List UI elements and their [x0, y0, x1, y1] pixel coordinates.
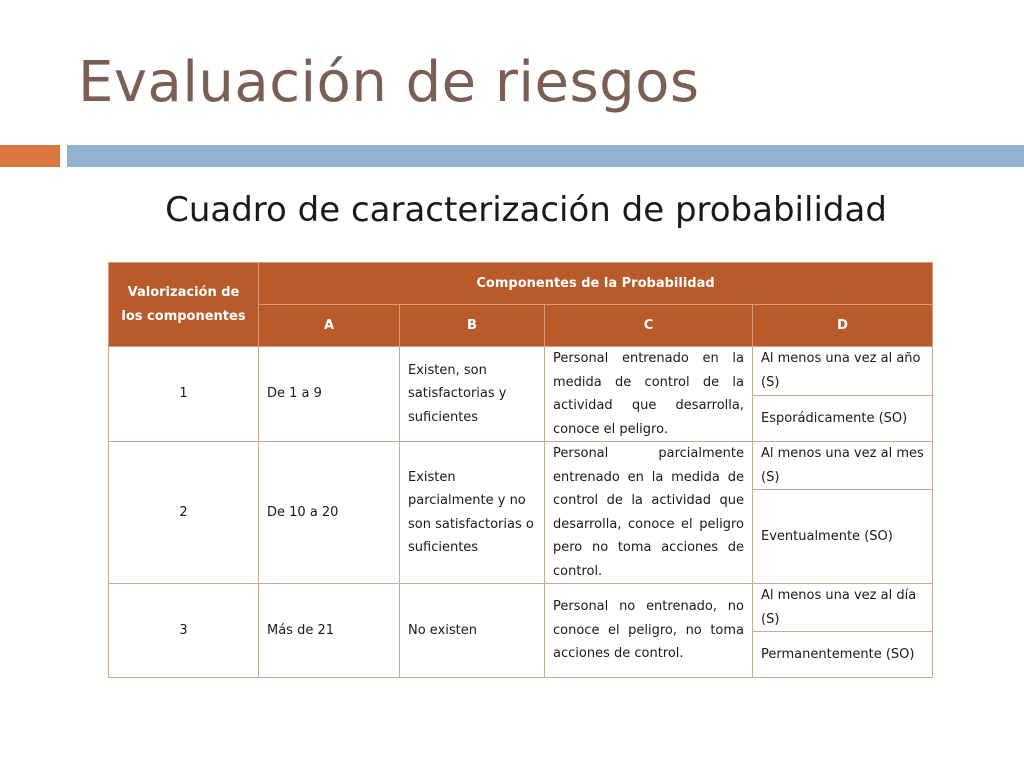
cell-d-so: Eventualmente (SO) — [753, 490, 933, 584]
table-row — [109, 347, 933, 396]
header-col-c: C — [545, 305, 753, 347]
header-col-a: A — [259, 305, 400, 347]
cell-valor: 2 — [109, 442, 259, 584]
cell-d-so: Permanentemente (SO) — [753, 632, 933, 678]
accent-bar-orange — [0, 145, 60, 167]
cell-d-s: Al menos una vez al mes (S) — [753, 442, 933, 490]
header-col-d: D — [753, 305, 933, 347]
accent-bar-blue — [67, 145, 1024, 167]
cell-a: De 10 a 20 — [259, 442, 400, 584]
cell-valor: 3 — [109, 584, 259, 678]
header-col-b: B — [400, 305, 545, 347]
slide-subtitle: Cuadro de caracterización de probabilidad — [165, 190, 887, 230]
cell-c: Personal no entrenado, no conoce el peligro, no toma acciones de control. — [545, 584, 753, 678]
cell-valor: 1 — [109, 347, 259, 442]
header-valorizacion: Valorización de los componentes — [109, 263, 259, 347]
cell-d-s: Al menos una vez al año (S) — [753, 347, 933, 396]
table-row — [109, 442, 933, 490]
cell-d-so: Esporádicamente (SO) — [753, 395, 933, 442]
cell-b: No existen — [400, 584, 545, 678]
cell-b: Existen parcialmente y no son satisfactorias o suficientes — [400, 442, 545, 584]
cell-a: De 1 a 9 — [259, 347, 400, 442]
cell-d-s: Al menos una vez al día (S) — [753, 584, 933, 632]
cell-a: Más de 21 — [259, 584, 400, 678]
cell-b: Existen, son satisfactorias y suficientes — [400, 347, 545, 442]
slide-title: Evaluación de riesgos — [78, 50, 700, 115]
cell-c: Personal parcialmente entrenado en la medida de control de la actividad que desarrolla, conoce el peligro pero no toma acciones de control. — [545, 442, 753, 584]
header-componentes: Componentes de la Probabilidad — [259, 263, 933, 305]
probability-table — [108, 262, 933, 678]
cell-c: Personal entrenado en la medida de control de la actividad que desarrolla, conoce el peligro. — [545, 347, 753, 442]
table-row — [109, 584, 933, 632]
